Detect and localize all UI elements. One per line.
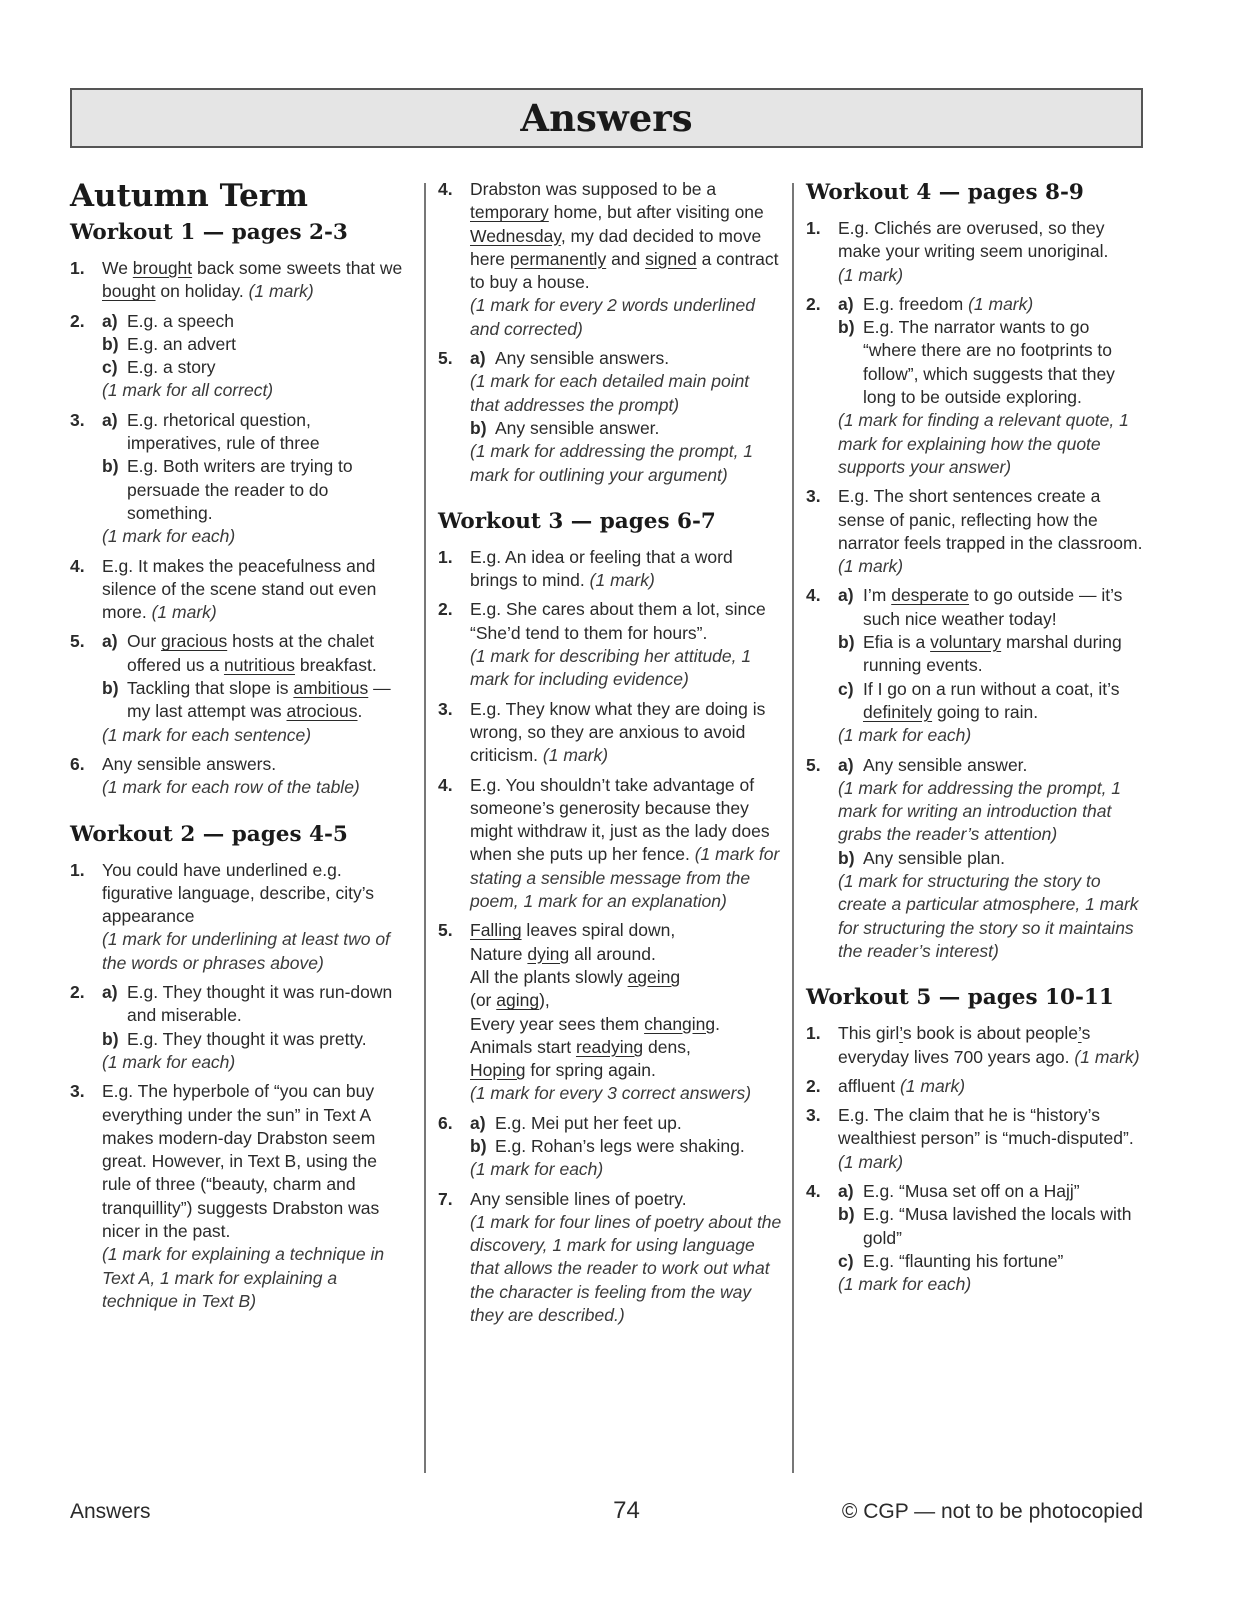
workout-4-answers xyxy=(806,217,1146,963)
question-number: 1. xyxy=(438,546,453,567)
page-title: Answers xyxy=(520,96,693,140)
question-number: 2. xyxy=(70,982,85,1003)
answer-item xyxy=(70,257,410,304)
answer-item: 4. a) E.g. “Musa set off on a Hajj” b) E.g. “Musa lavished the locals with gold” c) E.g. “flaunting his fortune” (1 mark for each) xyxy=(806,1180,1146,1296)
answer-item: 3. E.g. The claim that he is “history’s wealthiest person” is “much-disputed”. (1 mark) xyxy=(806,1104,1146,1174)
answer-item: 3. E.g. They know what they are doing is wrong, so they are anxious to avoid criticism. (1 mark) xyxy=(438,698,783,768)
question-number: 2. xyxy=(70,310,85,331)
answer-item: 3. E.g. The short sentences create a sense of panic, reflecting how the narrator feels trapped in the classroom. (1 mark) xyxy=(806,485,1146,578)
question-number: 1. xyxy=(70,859,85,880)
answer-item: 2. a) E.g. a speech b) E.g. an advert c) E.g. a story (1 mark for all correct) xyxy=(70,310,410,403)
question-number: 3. xyxy=(70,409,85,430)
answer-item: 1. This girl’s book is about people’s everyday lives 700 years ago. (1 mark) xyxy=(806,1022,1146,1069)
mark-note: (1 mark for each) xyxy=(102,1051,236,1072)
column-3 xyxy=(806,178,1146,1318)
workout-2-answers xyxy=(70,859,410,1314)
answer-item: 5. Falling leaves spiral down, Nature dying all around. All the plants slowly ageing (or aging), Every year sees them changing. Animals start readying dens, Hoping for spring again. (1 mark for every 3 correct answers) xyxy=(438,919,783,1105)
column-divider xyxy=(424,183,426,1473)
answer-item: 1. You could have underlined e.g. figurative language, describe, city’s appearance (1 mark for underlining at least two of the words or phrases above) xyxy=(70,859,410,975)
answer-item: 5. a) Our gracious hosts at the chalet offered us a nutritious breakfast. b) Tackling that slope is ambitious — my last attempt was atrocious. (1 mark for each sentence) xyxy=(70,630,410,746)
answer-item: 5. a) Any sensible answers. (1 mark for each detailed main point that addresses the prompt) b) Any sensible answer. (1 mark for addressing the prompt, 1 mark for outlining your argument) xyxy=(438,347,783,487)
question-number: 5. xyxy=(70,631,85,652)
question-number: 6. xyxy=(438,1112,453,1133)
answer-item: 6. Any sensible answers. (1 mark for each row of the table) xyxy=(70,753,410,800)
question-number: 4. xyxy=(806,585,821,606)
workout-4-heading: Workout 4 — pages 8-9 xyxy=(806,180,1084,205)
question-number: 7. xyxy=(438,1188,453,1209)
answer-item: 1. E.g. Clichés are overused, so they make your writing seem unoriginal. (1 mark) xyxy=(806,217,1146,287)
mark-note: (1 mark for each sentence) xyxy=(102,724,312,745)
answer-item: 4. Drabston was supposed to be a temporary home, but after visiting one Wednesday, my dad decided to move here permanently and signed a contract to buy a house. (1 mark for every 2 words underlined and corrected) xyxy=(438,178,783,341)
question-number: 3. xyxy=(806,1105,821,1126)
answer-item: 2. affluent (1 mark) xyxy=(806,1075,1146,1098)
column-1 xyxy=(70,178,410,1335)
workout-1-heading: Workout 1 — pages 2-3 xyxy=(70,220,348,245)
answer-item: 3. E.g. The hyperbole of “you can buy everything under the sun” in Text A makes modern-day Drabston seem great. However, in Text B, using the rule of three (“beauty, charm and tranquillity”) suggests Drabston was nicer in the past. (1 mark for explaining a technique in Text A, 1 mark for explaining a technique in Text B) xyxy=(70,1080,410,1313)
answer-item: 7. Any sensible lines of poetry. (1 mark for four lines of poetry about the discovery, 1 mark for using language that allows the reader to work out what the character is feeling from the way they are described.) xyxy=(438,1188,783,1328)
question-number: 3. xyxy=(438,698,453,719)
question-number: 2. xyxy=(806,1075,821,1096)
answer-item: 2. a) E.g. freedom (1 mark) b) E.g. The narrator wants to go “where there are no footprints to follow”, which suggests that they long to be outside exploring. (1 mark for finding a relevant quote, 1 mark for explaining how the quote supports your answer) xyxy=(806,293,1146,479)
question-number: 5. xyxy=(438,348,453,369)
question-number: 5. xyxy=(806,754,821,775)
question-number: 4. xyxy=(438,179,453,199)
column-divider xyxy=(792,183,794,1473)
question-number: 1. xyxy=(70,258,85,278)
workout-2-answers-continued xyxy=(438,178,783,487)
question-number: 4. xyxy=(438,774,453,795)
question-number: 3. xyxy=(70,1081,85,1102)
workout-5-heading: Workout 5 — pages 10-11 xyxy=(806,985,1114,1011)
question-number: 4. xyxy=(806,1180,821,1201)
question-number: 2. xyxy=(806,293,821,314)
title-banner xyxy=(70,88,1143,148)
footer-section-label: Answers xyxy=(70,1500,151,1523)
mark-note: (1 mark for all correct) xyxy=(102,380,274,401)
answer-item: 2. a) E.g. They thought it was run-down and miserable. b) E.g. They thought it was pretty. (1 mark for each) xyxy=(70,981,410,1074)
answer-text: We brought back some sweets that we bought on holiday. (1 mark) xyxy=(102,258,403,302)
question-number: 3. xyxy=(806,486,821,507)
answer-item: 4. E.g. You shouldn’t take advantage of someone’s generosity because they might withdraw it, just as the lady does when she puts up her fence. (1 mark for stating a sensible message from the poem, 1 mark for an explanation) xyxy=(438,774,783,914)
workout-3-answers xyxy=(438,546,783,1328)
column-2 xyxy=(438,178,783,1349)
answer-item: 6. a) E.g. Mei put her feet up. b) E.g. Rohan’s legs were shaking. (1 mark for each) xyxy=(438,1112,783,1182)
answer-item: 5. a) Any sensible answer. (1 mark for addressing the prompt, 1 mark for writing an introduction that grabs the reader’s attention) b) Any sensible plan. (1 mark for structuring the story to create a particular atmosphere, 1 mark for structuring the story so it maintains the reader’s interest) xyxy=(806,754,1146,964)
workout-5-answers xyxy=(806,1022,1146,1296)
workout-1-answers xyxy=(70,257,410,800)
answer-item: 1. E.g. An idea or feeling that a word brings to mind. (1 mark) xyxy=(438,546,783,593)
answer-item: 4. a) I’m desperate to go outside — it’s such nice weather today! b) Efia is a voluntary marshal during running events. c) If I go on a run without a coat, it’s definitely going to rain. (1 mark for each) xyxy=(806,584,1146,747)
answer-item: 2. E.g. She cares about them a lot, since “She’d tend to them for hours”. (1 mark for describing her attitude, 1 mark for including evidence) xyxy=(438,598,783,691)
question-number: 1. xyxy=(806,1023,821,1044)
question-number: 5. xyxy=(438,920,453,941)
answer-item: 4. E.g. It makes the peacefulness and silence of the scene stand out even more. (1 mark) xyxy=(70,555,410,625)
workout-3-heading: Workout 3 — pages 6-7 xyxy=(438,508,716,534)
answer-item: 3. a) E.g. rhetorical question, imperatives, rule of three b) E.g. Both writers are trying to persuade the reader to do something. (1 mark for each) xyxy=(70,409,410,549)
page-number: 74 xyxy=(613,1497,640,1524)
question-number: 6. xyxy=(70,753,85,774)
copyright-notice: © CGP — not to be photocopied xyxy=(841,1500,1143,1523)
workout-2-heading: Workout 2 — pages 4-5 xyxy=(70,821,348,847)
question-number: 2. xyxy=(438,599,453,620)
question-number: 1. xyxy=(806,218,821,238)
term-heading: Autumn Term xyxy=(70,178,308,214)
mark-note: (1 mark for each) xyxy=(102,526,236,547)
question-number: 4. xyxy=(70,555,85,576)
